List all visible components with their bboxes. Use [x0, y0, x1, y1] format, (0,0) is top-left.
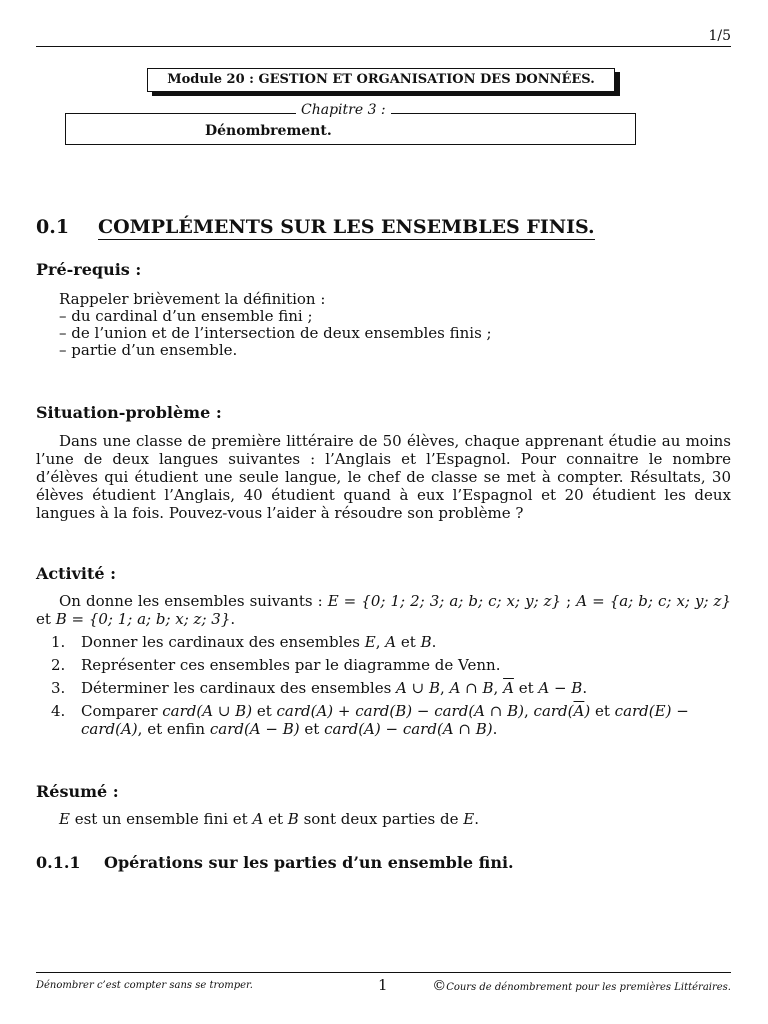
situation-heading: Situation-problème : [36, 403, 222, 422]
math-complement: $\overline{A}$ [573, 702, 585, 720]
subsection-heading [36, 853, 514, 872]
list-item [36, 633, 731, 651]
item-number: 3. [51, 679, 66, 697]
set-A: A = {a; b; c; x; y; z} [576, 592, 732, 610]
page-number: 1 [378, 976, 388, 994]
text: , et enfin [137, 720, 210, 738]
chapter-label: Chapitre 3 : [296, 102, 391, 118]
math: card(A ∪ B) [162, 702, 253, 720]
footer-right [432, 978, 731, 994]
math: A − B [538, 679, 583, 697]
section-number: 0.1 [36, 216, 70, 238]
sep: ; [561, 592, 577, 610]
list-item [36, 656, 731, 674]
math: A ∩ B [449, 679, 494, 697]
footer-right-text: Cours de dénombrement pour les premières Littéraires. [446, 982, 731, 993]
and-word: et [36, 610, 56, 628]
math: card( [533, 702, 574, 720]
math: card(E) − card(A) [81, 702, 689, 738]
situation-text: Dans une classe de première littéraire de 50 élèves, chaque apprenant étudie au moins l’une de deux langues suivantes : l’Anglais et l’Espagnol. Pour connaitre le nombre d’élèves qui étudient une seule langue, le chef de classe se met à compter. Résultats, 30 élèves étudient l’Anglais, 40 étudient quand à eux l’Espagnol et 20 étudient les deux langues à la fois. Pouvez-vous l’aider à résoudre son problème ? [36, 432, 731, 522]
math: E [364, 633, 376, 651]
item-number: 2. [51, 656, 66, 674]
section-heading [36, 216, 595, 238]
text: et [299, 720, 325, 738]
module-title: Module 20 : GESTION ET ORGANISATION DES DONNÉES. [147, 68, 615, 92]
text: Comparer [81, 702, 163, 720]
math: A ∪ B [396, 679, 441, 697]
text: et [590, 702, 615, 720]
text: . [474, 810, 479, 828]
footer-left: Dénombrer c’est compter sans se tromper. [36, 980, 253, 991]
prerequis-line: – partie d’un ensemble. [59, 341, 238, 359]
text: . [582, 679, 588, 697]
activite-list [36, 633, 731, 743]
item-number: 1. [51, 633, 66, 651]
text: Déterminer les cardinaux des ensembles [81, 679, 397, 697]
text: et [396, 633, 421, 651]
list-item [36, 679, 731, 697]
prerequis-line: – du cardinal d’un ensemble fini ; [59, 307, 313, 325]
page-fraction: 1/5 [708, 28, 731, 44]
header-rule [36, 46, 731, 47]
text: , [375, 633, 386, 651]
math: A [252, 810, 264, 828]
text: , [524, 702, 534, 720]
list-item [36, 702, 731, 738]
text: . [431, 633, 437, 651]
text: Donner les cardinaux des ensembles [81, 633, 365, 651]
end-dot: . [230, 610, 236, 628]
text: Représenter ces ensembles par le diagramme de Venn. [81, 656, 501, 674]
math: B [420, 633, 432, 651]
text: . [492, 720, 498, 738]
activite-heading: Activité : [36, 564, 117, 583]
text: et [263, 810, 288, 828]
intro-text: On donne les ensembles suivants : [59, 592, 323, 610]
math: card(A − B) [209, 720, 300, 738]
math-complement: $\overline{A}$ [503, 679, 514, 697]
text: et [252, 702, 277, 720]
item-number: 4. [51, 702, 66, 720]
text: et [513, 679, 539, 697]
math: B [287, 810, 299, 828]
activite-intro [36, 592, 731, 628]
prerequis-line: Rappeler brièvement la définition : [59, 290, 326, 308]
text: est un ensemble fini et [69, 810, 253, 828]
chapter-title: Dénombrement. [205, 123, 332, 139]
text: , [493, 679, 504, 697]
subsection-number: 0.1.1 [36, 853, 81, 872]
copyright-icon: © [432, 978, 447, 994]
math: card(A) − card(A ∩ B) [324, 720, 493, 738]
math: A [385, 633, 397, 651]
math: ) [584, 702, 591, 720]
math: card(A) + card(B) − card(A ∩ B) [276, 702, 524, 720]
math: E [59, 810, 70, 828]
prerequis-line: – de l’union et de l’intersection de deux ensembles finis ; [59, 324, 492, 342]
set-B: B = {0; 1; a; b; x; z; 3} [55, 610, 231, 628]
prerequis-heading: Pré-requis : [36, 260, 142, 279]
text: sont deux parties de [298, 810, 464, 828]
resume-text [36, 810, 731, 828]
section-title: COMPLÉMENTS SUR LES ENSEMBLES FINIS. [98, 216, 595, 238]
text: , [440, 679, 450, 697]
set-E: E = {0; 1; 2; 3; a; b; c; x; y; z} [327, 592, 562, 610]
math: E [463, 810, 475, 828]
footer-rule [36, 972, 731, 973]
subsection-title: Opérations sur les parties d’un ensemble fini. [104, 853, 514, 872]
resume-heading: Résumé : [36, 782, 119, 801]
